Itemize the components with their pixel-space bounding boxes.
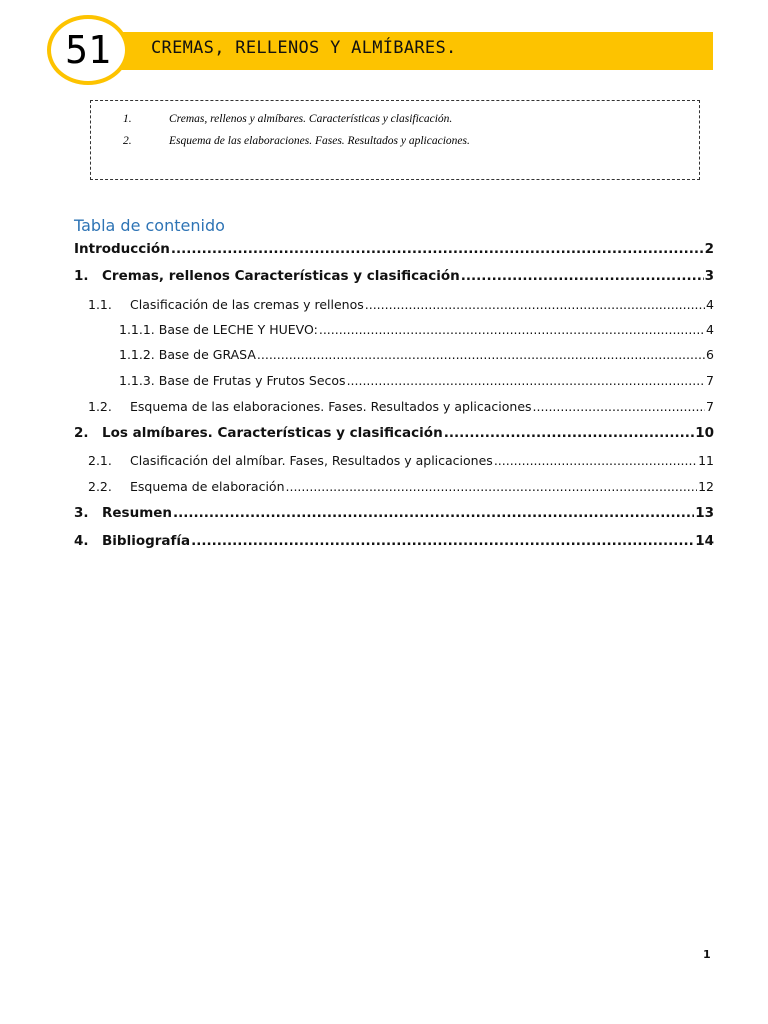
toc-entry-page: 2 [704, 241, 714, 257]
toc-entry[interactable] [88, 453, 714, 468]
toc-entry[interactable] [74, 241, 714, 257]
summary-item [123, 113, 452, 125]
toc-entry[interactable] [74, 533, 714, 549]
toc-entry[interactable] [88, 479, 714, 494]
summary-item-text: Cremas, rellenos y almíbares. Características y clasificación. [169, 113, 453, 125]
toc-entry-page: 7 [706, 399, 714, 414]
summary-item [123, 135, 470, 147]
toc-leader-dots [444, 425, 695, 441]
toc-entry-page: 4 [706, 322, 714, 337]
toc-leader-dots [171, 241, 704, 257]
toc-entry-number: 2.2. [88, 479, 112, 494]
toc-entry-title: Clasificación de las cremas y rellenos [130, 297, 364, 312]
toc-entry[interactable] [74, 505, 714, 521]
toc-leader-dots [365, 297, 705, 312]
toc-entry-number: 2.1. [88, 453, 112, 468]
chapter-title: CREMAS, RELLENOS Y ALMÍBARES. [151, 38, 457, 58]
toc-leader-dots [173, 505, 694, 521]
toc-leader-dots [286, 479, 698, 494]
summary-item-text: Esquema de las elaboraciones. Fases. Resultados y aplicaciones. [169, 135, 470, 147]
toc-entry-page: 11 [698, 453, 714, 468]
toc-entry-title: Resumen [102, 505, 173, 521]
toc-entry-number: 1.2. [88, 399, 112, 414]
toc-entry-title: 1.1.2. Base de GRASA [119, 347, 256, 362]
toc-entry-title: 1.1.3. Base de Frutas y Frutos Secos [119, 373, 346, 388]
toc-entry-page: 6 [706, 347, 714, 362]
toc-entry[interactable] [74, 425, 714, 441]
page-number: 1 [703, 948, 711, 961]
toc-leader-dots [494, 453, 697, 468]
toc-leader-dots [319, 322, 705, 337]
toc-leader-dots [191, 533, 694, 549]
toc-entry-number: 3. [74, 505, 89, 521]
toc-entry-title: Esquema de las elaboraciones. Fases. Resultados y aplicaciones [130, 399, 532, 414]
toc-leader-dots [347, 373, 705, 388]
toc-entry-title: Cremas, rellenos Características y clasificación [102, 268, 460, 284]
toc-entry-page: 7 [706, 373, 714, 388]
toc-entry-page: 10 [695, 425, 714, 441]
toc-entry[interactable] [88, 399, 714, 414]
toc-entry-page: 12 [698, 479, 714, 494]
toc-entry-title: Introducción [74, 241, 170, 257]
toc-entry-page: 14 [695, 533, 714, 549]
toc-entry-title: 1.1.1. Base de LECHE Y HUEVO: [119, 322, 318, 337]
toc-entry-title: Bibliografía [102, 533, 191, 549]
toc-entry-page: 3 [704, 268, 714, 284]
toc-entry[interactable] [88, 297, 714, 312]
chapter-number: 51 [65, 28, 111, 72]
toc-leader-dots [461, 268, 704, 284]
toc-entry-page: 4 [706, 297, 714, 312]
toc-entry[interactable] [119, 322, 714, 337]
topic-summary-box [90, 100, 700, 180]
toc-entry[interactable] [119, 347, 714, 362]
toc-entry-title: Esquema de elaboración [130, 479, 285, 494]
toc-leader-dots [257, 347, 705, 362]
toc-entry-number: 4. [74, 533, 89, 549]
toc-entry-title: Los almíbares. Características y clasificación [102, 425, 443, 441]
toc-entry[interactable] [74, 268, 714, 284]
toc-heading: Tabla de contenido [74, 216, 225, 235]
summary-item-number: 2. [123, 135, 132, 147]
summary-item-number: 1. [123, 113, 132, 125]
toc-entry[interactable] [119, 373, 714, 388]
toc-entry-number: 2. [74, 425, 89, 441]
toc-entry-page: 13 [695, 505, 714, 521]
toc-leader-dots [533, 399, 706, 414]
toc-entry-number: 1. [74, 268, 89, 284]
toc-entry-title: Clasificación del almíbar. Fases, Resultados y aplicaciones [130, 453, 493, 468]
chapter-number-badge [47, 15, 129, 85]
toc-entry-number: 1.1. [88, 297, 112, 312]
